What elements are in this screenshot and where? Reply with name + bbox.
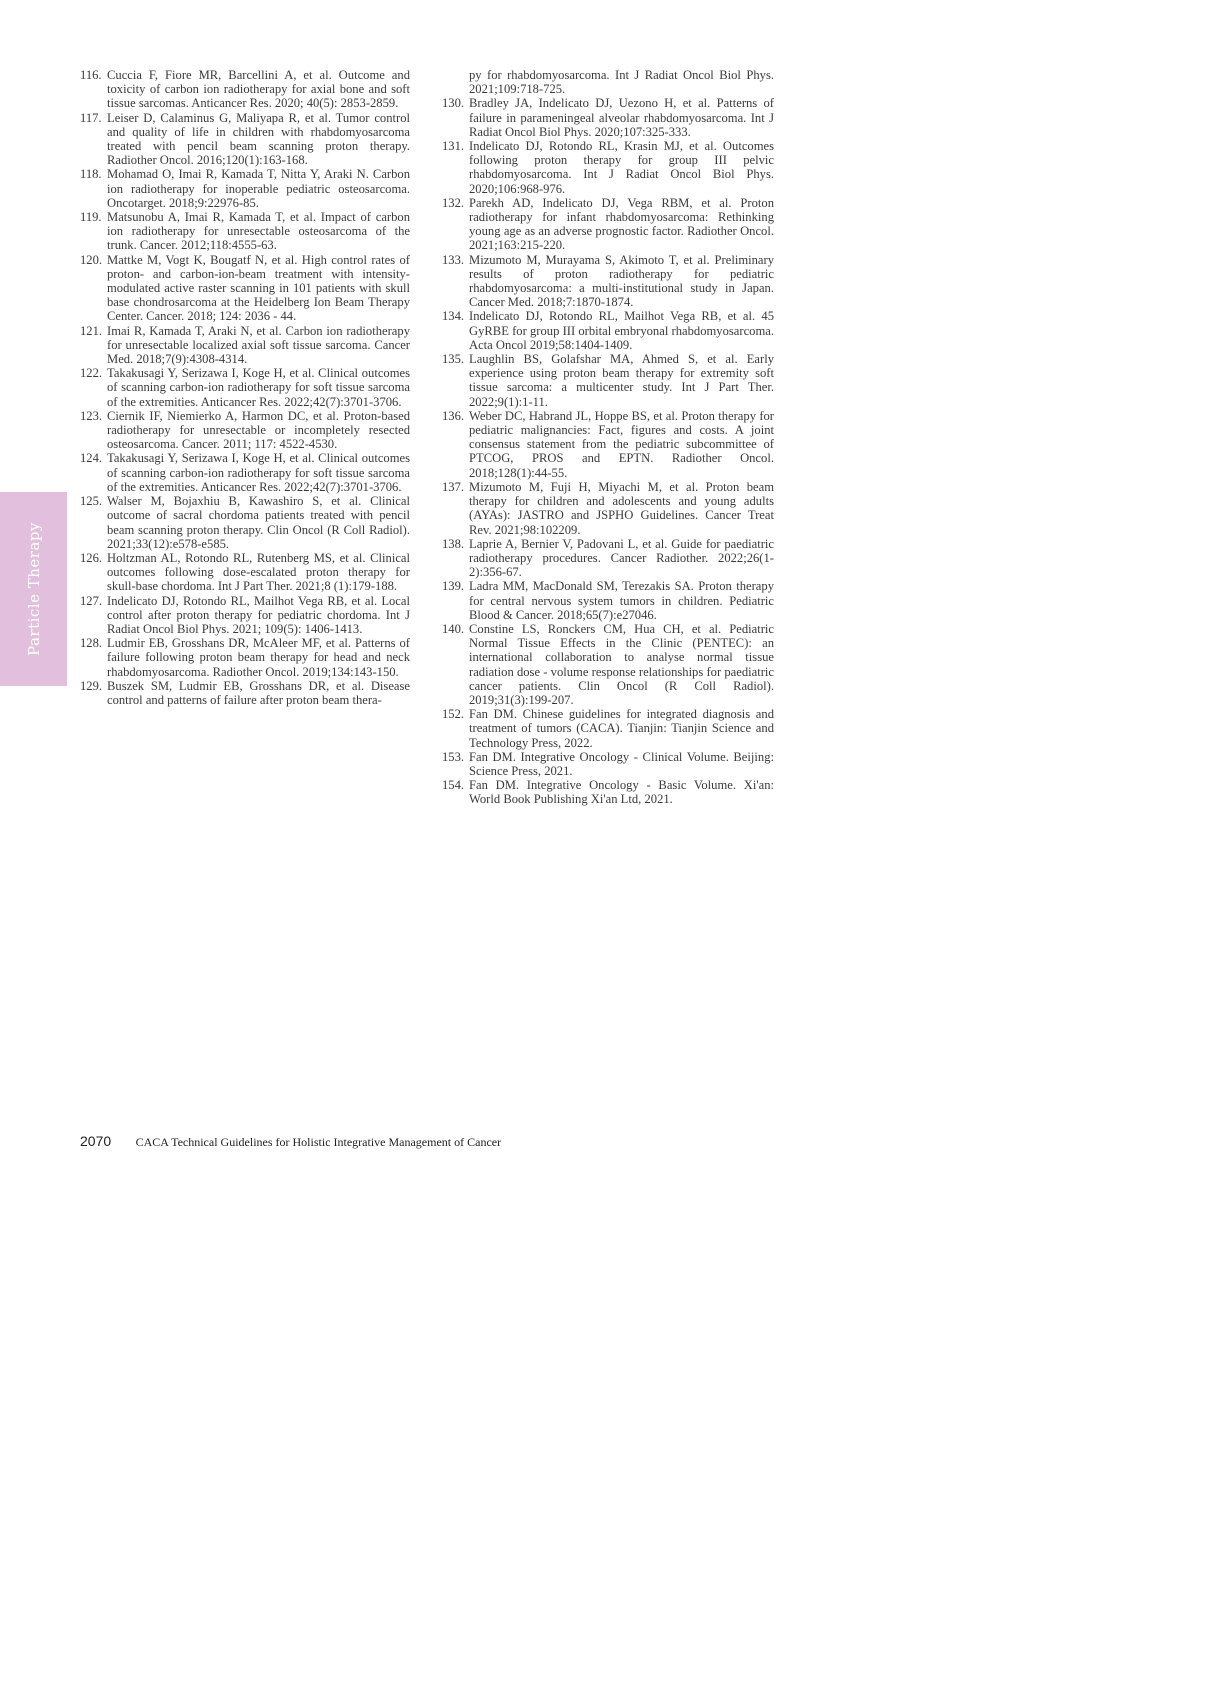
reference-text: Mattke M, Vogt K, Bougatf N, et al. High control rates of proton- and carbon-ion-beam treatment with intensity-modulated active raster scanning in 101 patients with skull base chondrosarcoma at the Heidelberg Ion Beam Therapy Center. Cancer. 2018; 124: 2036 - 44.	[107, 252, 410, 324]
reference-number: 132.	[442, 195, 465, 210]
reference-item	[442, 253, 774, 310]
reference-text: Laughlin BS, Golafshar MA, Ahmed S, et al. Early experience using proton beam therapy for extremity soft tissue sarcoma: a multicenter study. Int J Part Ther. 2022;9(1):1-11.	[469, 352, 774, 409]
reference-text: Fan DM. Integrative Oncology - Basic Volume. Xi'an: World Book Publishing Xi'an Ltd, 2021.	[469, 778, 774, 807]
reference-text: Leiser D, Calaminus G, Maliyapa R, et al. Tumor control and quality of life in children with rhabdomyosarcoma treated with pencil beam scanning proton therapy. Radiother Oncol. 2016;120(1):163-168.	[107, 110, 410, 168]
reference-number: 138.	[442, 536, 465, 551]
references-left-column	[80, 68, 410, 707]
reference-item	[442, 622, 774, 707]
reference-number: 131.	[442, 139, 465, 154]
reference-text: Ciernik IF, Niemierko A, Harmon DC, et al. Proton-based radiotherapy for unresectable or incompletely resected osteosarcoma. Cancer. 2011; 117: 4522-4530.	[107, 408, 410, 452]
reference-number: 123.	[80, 408, 103, 423]
reference-item	[442, 409, 774, 480]
reference-text: Ludmir EB, Grosshans DR, McAleer MF, et al. Patterns of failure following proton beam therapy for head and neck rhabdomyosarcoma. Radiother Oncol. 2019;134:143-150.	[107, 636, 410, 679]
reference-number: 139.	[442, 579, 465, 594]
reference-number: 135.	[442, 352, 465, 367]
reference-item	[442, 68, 774, 96]
reference-text: Fan DM. Chinese guidelines for integrated diagnosis and treatment of tumors (CACA). Tianjin: Tianjin Science and Technology Press, 2022.	[469, 707, 774, 750]
reference-number: 121.	[80, 323, 103, 338]
page-number: 2070	[80, 1133, 112, 1149]
reference-item	[80, 679, 410, 707]
reference-item	[442, 480, 774, 537]
reference-text: Indelicato DJ, Rotondo RL, Mailhot Vega RB, et al. Local control after proton therapy for pediatric chordoma. Int J Radiat Oncol Biol Phys. 2021; 109(5): 1406-1413.	[107, 593, 410, 636]
reference-number: 128.	[80, 636, 103, 651]
reference-item	[80, 551, 410, 594]
reference-text: Indelicato DJ, Rotondo RL, Mailhot Vega RB, et al. 45 GyRBE for group III orbital embryonal rhabdomyosarcoma. Acta Oncol 2019;58:1404-1409.	[469, 309, 774, 352]
reference-text: Holtzman AL, Rotondo RL, Rutenberg MS, et al. Clinical outcomes following dose-escalated proton therapy for skull-base chordoma. Int J Part Ther. 2021;8 (1):179-188.	[107, 550, 410, 594]
reference-item	[442, 750, 774, 778]
reference-number: 129.	[80, 678, 103, 693]
reference-text: Matsunobu A, Imai R, Kamada T, et al. Impact of carbon ion radiotherapy for unresectable osteosarcoma of the trunk. Cancer. 2012;118:4555-63.	[107, 210, 410, 253]
reference-text: Fan DM. Integrative Oncology - Clinical Volume. Beijing: Science Press, 2021.	[469, 749, 774, 778]
reference-item	[80, 324, 410, 367]
reference-text: Mizumoto M, Murayama S, Akimoto T, et al. Preliminary results of proton radiotherapy for pediatric rhabdomyosarcoma: a multi-institutional study in Japan. Cancer Med. 2018;7:1870-1874.	[469, 252, 774, 310]
reference-item	[442, 196, 774, 253]
reference-text: Bradley JA, Indelicato DJ, Uezono H, et al. Patterns of failure in parameningeal alveolar rhabdomyosarcoma. Int J Radiat Oncol Biol Phys. 2020;107:325-333.	[469, 96, 774, 139]
reference-number: 133.	[442, 252, 465, 267]
reference-text: Takakusagi Y, Serizawa I, Koge H, et al. Clinical outcomes of scanning carbon-ion radiotherapy for soft tissue sarcoma of the extremities. Anticancer Res. 2022;42(7):3701-3706.	[107, 451, 410, 494]
reference-number: 122.	[80, 366, 103, 381]
reference-item	[80, 494, 410, 551]
reference-item	[80, 366, 410, 409]
reference-item	[80, 253, 410, 324]
reference-number: 117.	[80, 110, 102, 125]
reference-text: Buszek SM, Ludmir EB, Grosshans DR, et al. Disease control and patterns of failure after proton beam thera-	[107, 678, 410, 707]
reference-item	[80, 111, 410, 168]
reference-number: 116.	[80, 68, 102, 82]
reference-item	[442, 778, 774, 806]
reference-item	[80, 409, 410, 452]
reference-item	[80, 210, 410, 253]
section-side-tab	[0, 492, 67, 686]
reference-number: 134.	[442, 309, 465, 324]
reference-item	[442, 96, 774, 139]
reference-number: 154.	[442, 778, 465, 793]
reference-item	[442, 352, 774, 409]
reference-item	[442, 707, 774, 750]
reference-number: 124.	[80, 451, 103, 466]
reference-number: 137.	[442, 479, 465, 494]
reference-number: 119.	[80, 210, 102, 225]
section-side-tab-label: Particle Therapy	[24, 522, 43, 656]
reference-item	[442, 579, 774, 622]
reference-number: 136.	[442, 408, 465, 423]
reference-item	[80, 451, 410, 494]
reference-text: Walser M, Bojaxhiu B, Kawashiro S, et al. Clinical outcome of sacral chordoma patients treated with pencil beam scanning proton therapy. Clin Oncol (R Coll Radiol). 2021;33(12):e578-e585.	[107, 494, 410, 551]
footer-title: CACA Technical Guidelines for Holistic Integrative Management of Cancer	[135, 1135, 502, 1149]
reference-number: 152.	[442, 707, 465, 722]
reference-number: 126.	[80, 550, 103, 565]
reference-text: Mohamad O, Imai R, Kamada T, Nitta Y, Araki N. Carbon ion radiotherapy for inoperable pediatric osteosarcoma. Oncotarget. 2018;9:22976-85.	[107, 167, 410, 210]
reference-text: Laprie A, Bernier V, Padovani L, et al. Guide for paediatric radiotherapy procedures. Cancer Radiother. 2022;26(1-2):356-67.	[469, 536, 774, 580]
reference-item	[442, 139, 774, 196]
reference-text: Constine LS, Ronckers CM, Hua CH, et al. Pediatric Normal Tissue Effects in the Clinic (PENTEC): an international collaboration to analyse normal tissue radiation dose - volume response relationships for paediatric cancer patients. Clin Oncol (R Coll Radiol). 2019;31(3):199-207.	[469, 621, 774, 707]
references-right-column	[442, 68, 774, 807]
reference-number: 125.	[80, 494, 103, 509]
reference-number: 153.	[442, 749, 465, 764]
reference-number: 140.	[442, 621, 465, 636]
reference-item	[442, 537, 774, 580]
reference-item	[80, 594, 410, 637]
page-footer	[80, 1133, 501, 1151]
reference-text: Indelicato DJ, Rotondo RL, Krasin MJ, et al. Outcomes following proton therapy for group III pelvic rhabdomyosarcoma. Int J Radiat Oncol Biol Phys. 2020;106:968-976.	[469, 139, 774, 196]
reference-number: 130.	[442, 96, 465, 111]
reference-text: Mizumoto M, Fuji H, Miyachi M, et al. Proton beam therapy for children and adolescents and young adults (AYAs): JASTRO and JSPHO Guidelines. Cancer Treat Rev. 2021;98:102209.	[469, 479, 774, 537]
reference-text: Weber DC, Habrand JL, Hoppe BS, et al. Proton therapy for pediatric malignancies: Fact, figures and costs. A joint consensus statement from the pediatric subcommittee of PTCOG, PROS and EPTN. Radiother Oncol. 2018;128(1):44-55.	[469, 408, 774, 480]
reference-text: Imai R, Kamada T, Araki N, et al. Carbon ion radiotherapy for unresectable localized axial soft tissue sarcoma. Cancer Med. 2018;7(9):4308-4314.	[107, 323, 410, 367]
reference-number: 127.	[80, 593, 103, 608]
reference-item	[80, 167, 410, 210]
reference-item	[80, 68, 410, 111]
reference-item	[442, 309, 774, 352]
reference-text: Parekh AD, Indelicato DJ, Vega RBM, et al. Proton radiotherapy for infant rhabdomyosarcoma: Rethinking young age as an adverse prognostic factor. Radiother Oncol. 2021;163:215-220.	[469, 195, 774, 253]
reference-text: py for rhabdomyosarcoma. Int J Radiat Oncol Biol Phys. 2021;109:718-725.	[469, 68, 774, 97]
reference-text: Takakusagi Y, Serizawa I, Koge H, et al. Clinical outcomes of scanning carbon-ion radiotherapy for soft tissue sarcoma of the extremities. Anticancer Res. 2022;42(7):3701-3706.	[107, 366, 410, 409]
reference-text: Cuccia F, Fiore MR, Barcellini A, et al. Outcome and toxicity of carbon ion radiotherapy for axial bone and soft tissue sarcomas. Anticancer Res. 2020; 40(5): 2853-2859.	[107, 68, 410, 111]
reference-text: Ladra MM, MacDonald SM, Terezakis SA. Proton therapy for central nervous system tumors in children. Pediatric Blood & Cancer. 2018;65(7):e27046.	[469, 579, 774, 622]
reference-item	[80, 636, 410, 679]
reference-number: 118.	[80, 167, 102, 182]
reference-number: 120.	[80, 252, 103, 267]
